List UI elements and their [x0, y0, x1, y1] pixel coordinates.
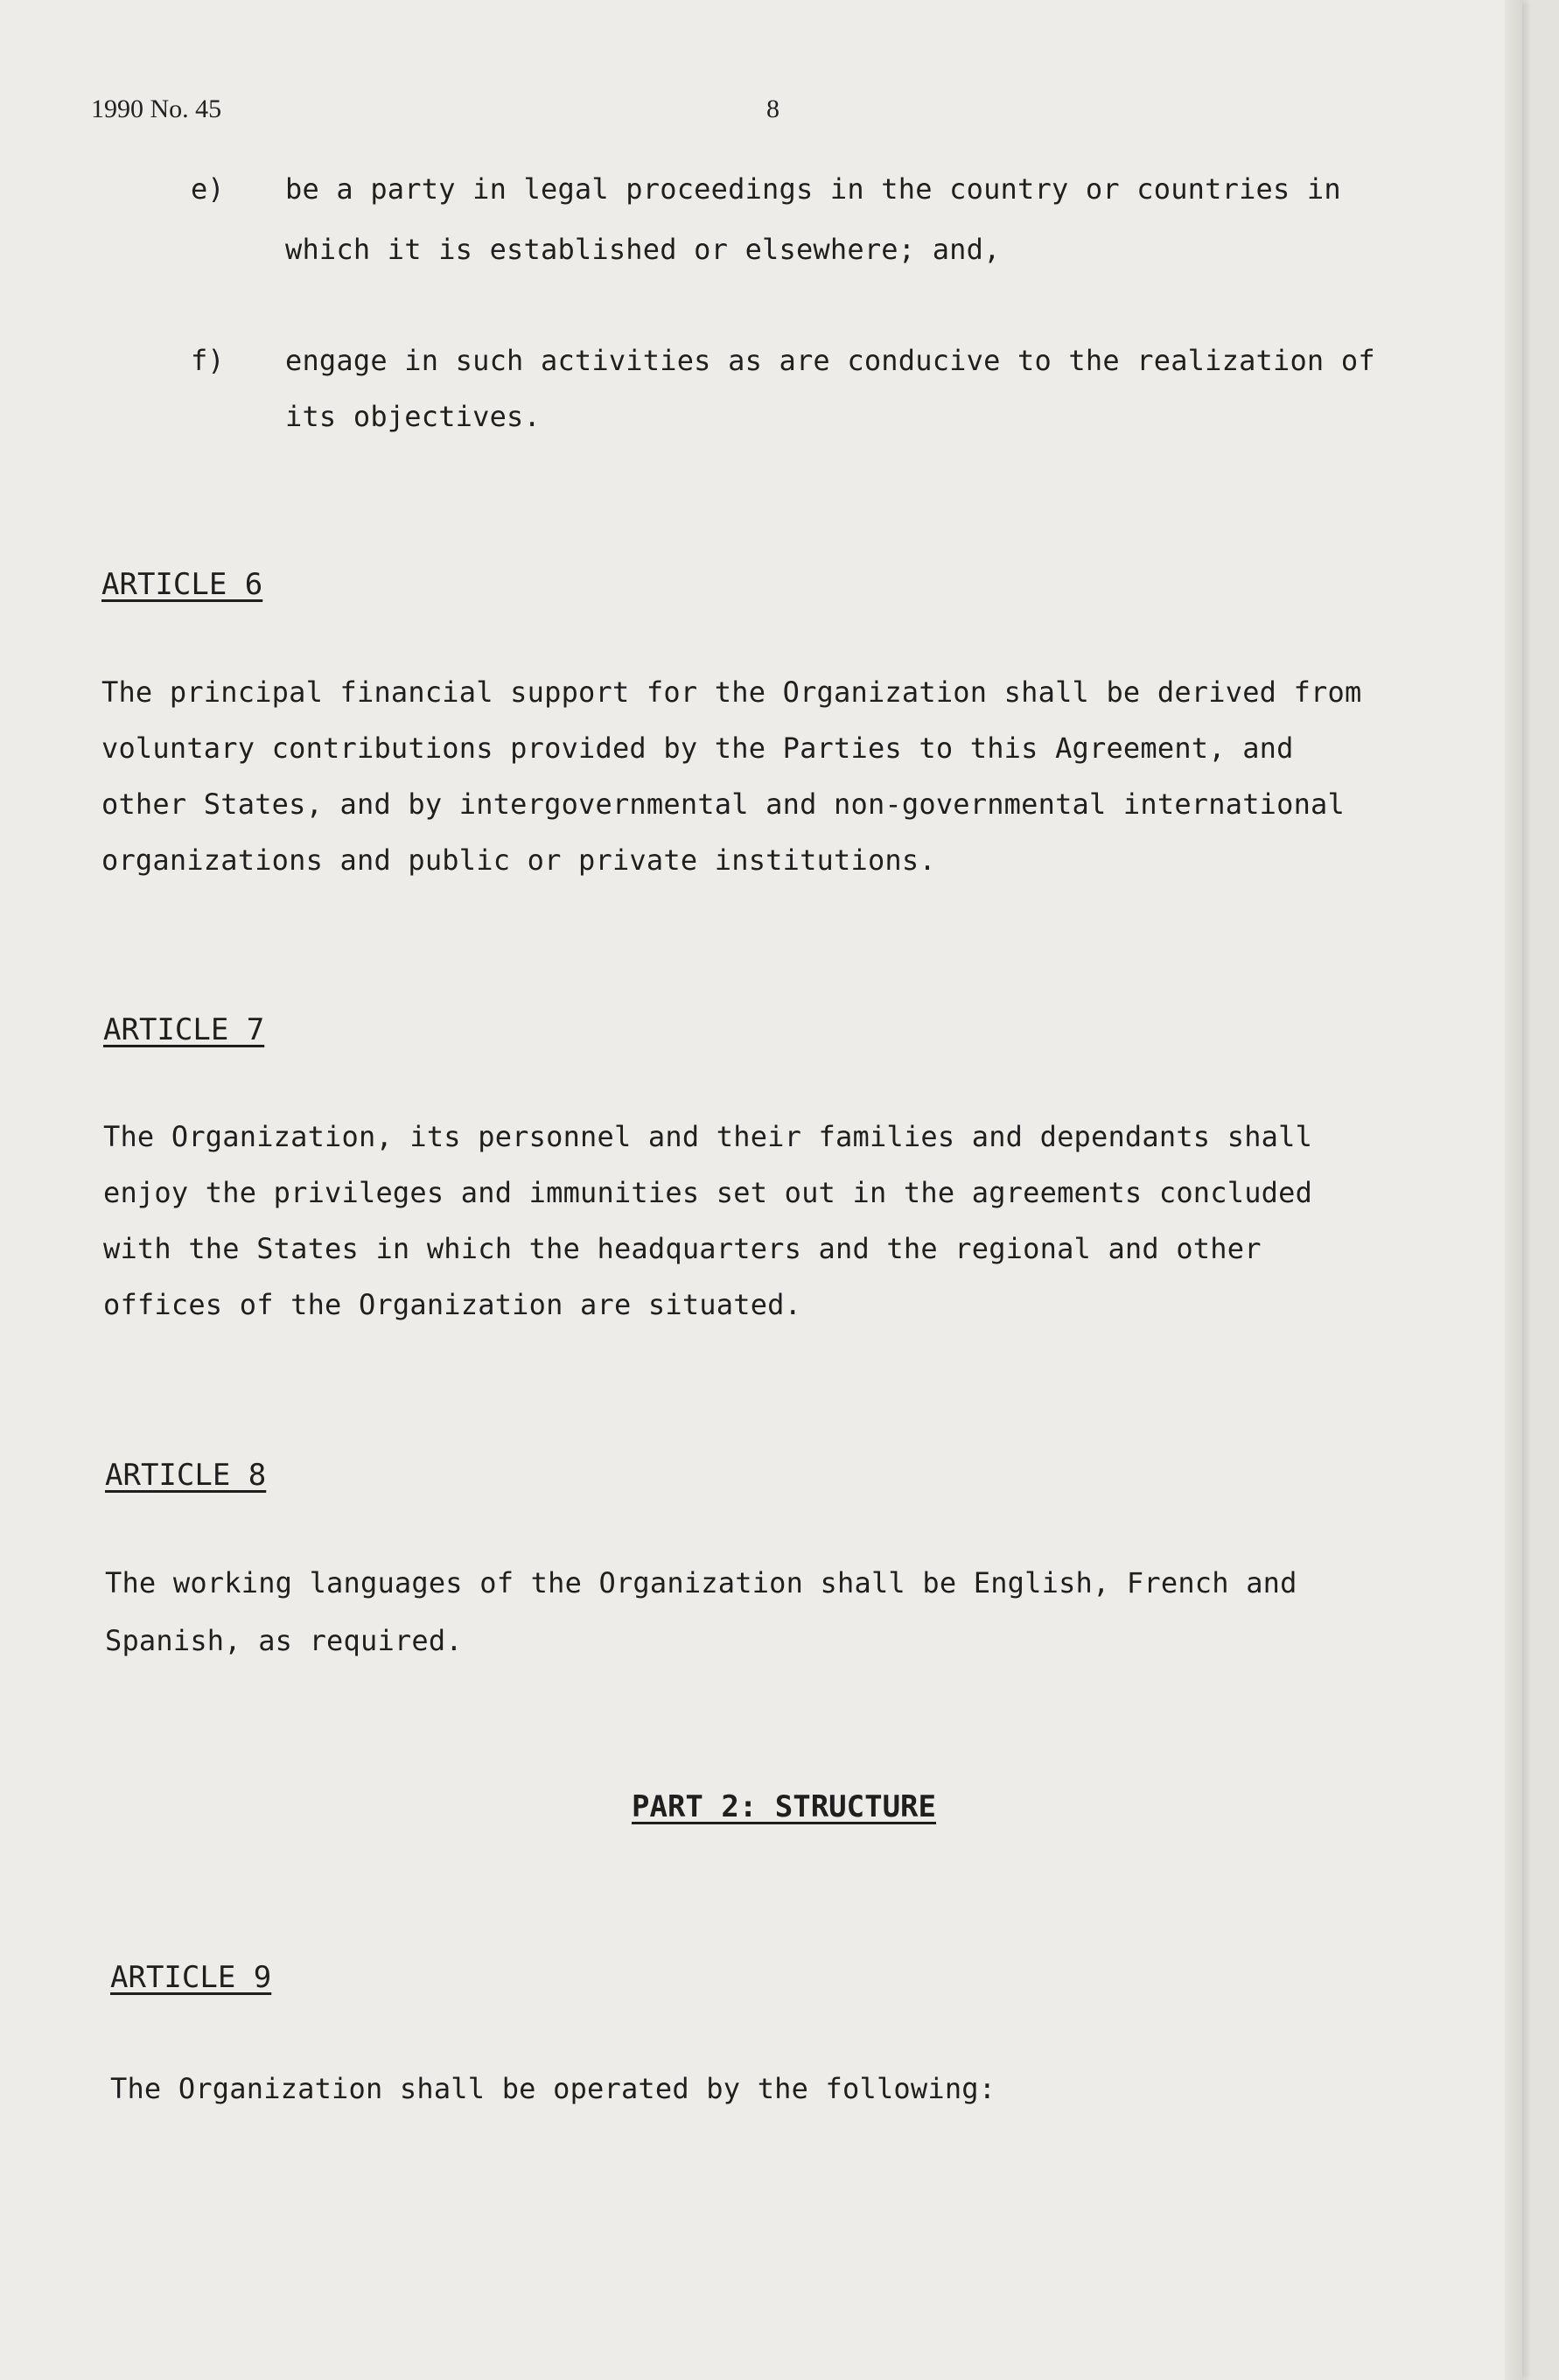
article-7-heading: ARTICLE 7: [103, 1012, 265, 1047]
article-9-heading: ARTICLE 9: [110, 1960, 272, 1995]
page-edge: [1505, 0, 1522, 2380]
article-7-line-1: The Organization, its personnel and their families and dependants shall: [103, 1120, 1313, 1153]
item-f-line-2: its objectives.: [285, 400, 541, 433]
article-8-line-2: Spanish, as required.: [105, 1624, 463, 1657]
page-number: 8: [766, 94, 780, 123]
article-9-line-1: The Organization shall be operated by the following:: [110, 2072, 996, 2105]
article-6-heading: ARTICLE 6: [101, 567, 263, 602]
article-6-line-3: other States, and by intergovernmental and non-governmental international: [101, 788, 1345, 821]
article-7-line-3: with the States in which the headquarters and the regional and other: [103, 1232, 1262, 1265]
document-reference: 1990 No. 45: [91, 94, 222, 123]
part-2-heading: PART 2: STRUCTURE: [632, 1789, 936, 1824]
item-e-line-2: which it is established or elsewhere; and,: [285, 233, 1001, 266]
article-6-line-1: The principal financial support for the Organization shall be derived from: [101, 676, 1362, 709]
article-8-heading: ARTICLE 8: [105, 1458, 267, 1493]
article-6-line-4: organizations and public or private institutions.: [101, 844, 936, 877]
item-e-line-1: be a party in legal proceedings in the country or countries in: [285, 172, 1341, 206]
item-f-label: f): [191, 344, 225, 377]
item-e-label: e): [191, 172, 225, 206]
item-f-line-1: engage in such activities as are conducive to the realization of: [285, 344, 1375, 377]
article-6-line-2: voluntary contributions provided by the Parties to this Agreement, and: [101, 732, 1294, 765]
article-7-line-2: enjoy the privileges and immunities set out in the agreements concluded: [103, 1176, 1313, 1209]
article-7-line-4: offices of the Organization are situated.: [103, 1288, 802, 1321]
article-8-line-1: The working languages of the Organization shall be English, French and: [105, 1566, 1297, 1600]
